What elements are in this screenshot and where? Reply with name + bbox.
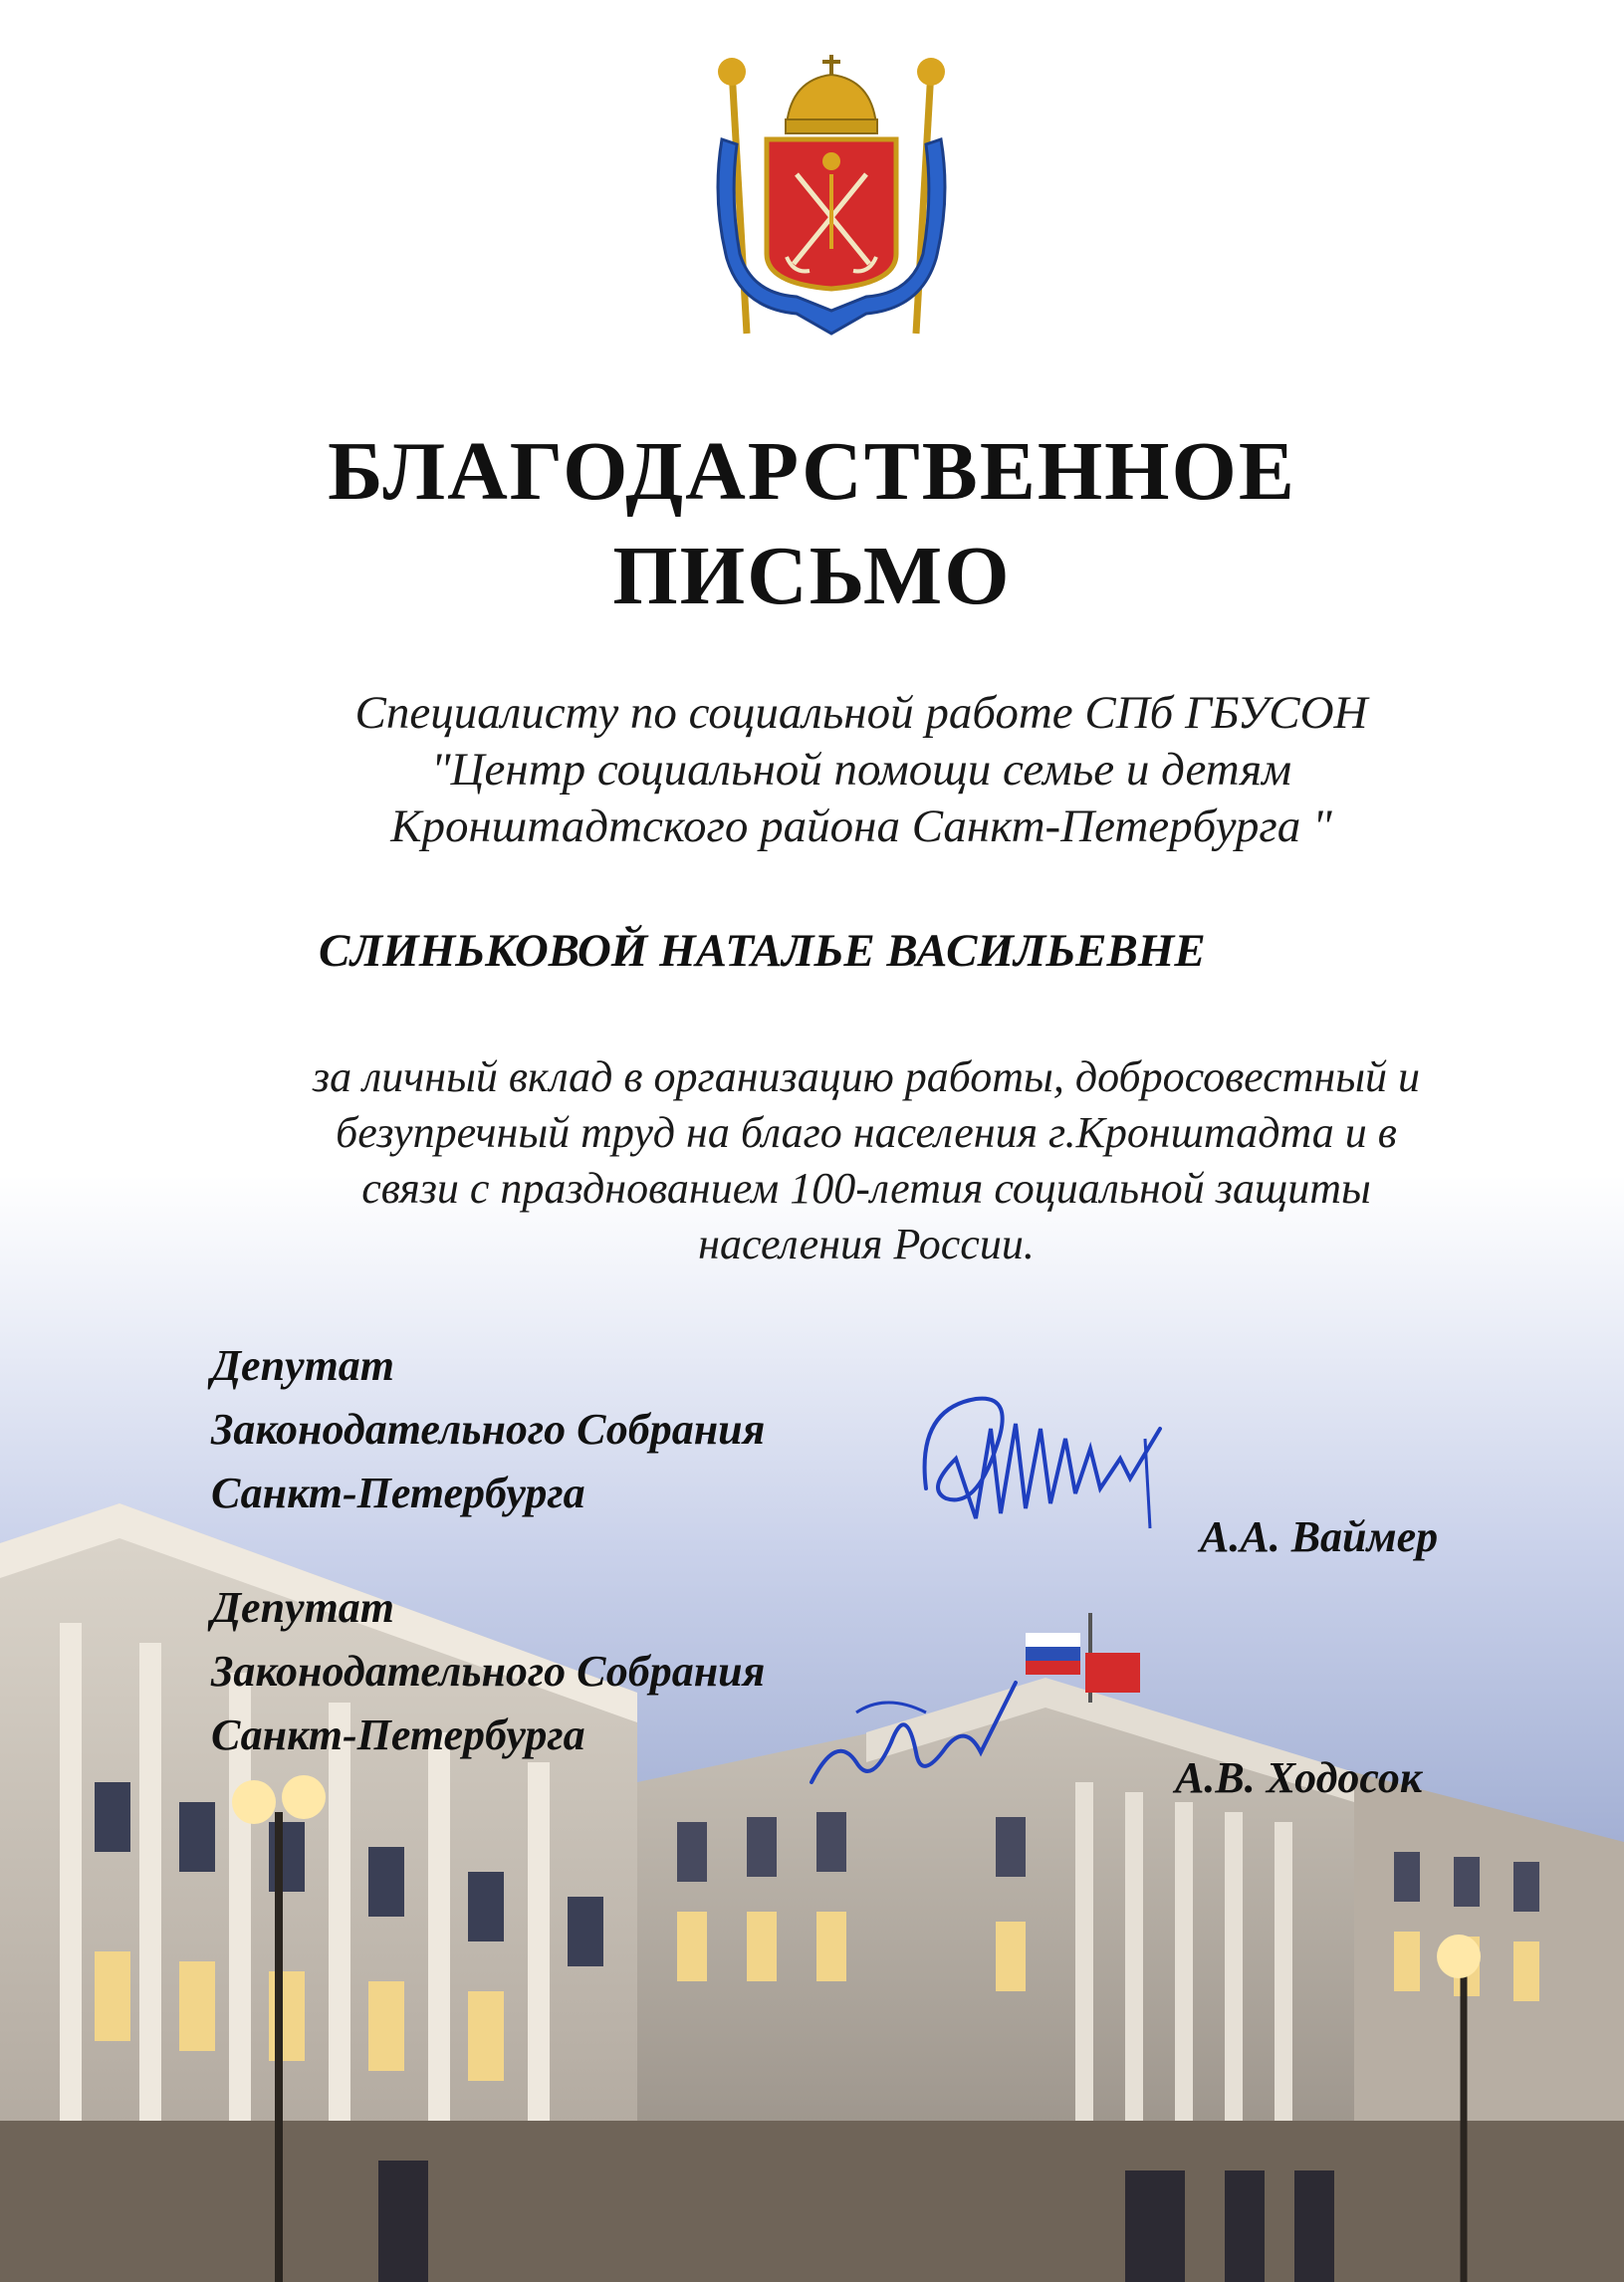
signatory-1-position-line-3: Санкт-Петербурга (211, 1469, 585, 1517)
coat-of-arms-icon (702, 50, 961, 339)
signatory-2-name: А.В. Ходосок (1175, 1753, 1423, 1802)
signatory-2-position-line-3: Санкт-Петербурга (211, 1711, 585, 1759)
signatory-1-position-line-1: Депутат (211, 1341, 395, 1390)
signature-2 (797, 1673, 1026, 1812)
signatory-1-position-line-2: Законодательного Собрания (211, 1405, 766, 1454)
recipient-line-1: Специалисту по социальной работе СПб ГБУСОН (354, 687, 1368, 739)
document-title-line1: БЛАГОДАРСТВЕННОЕ (328, 425, 1296, 518)
recipient-line-2: "Центр социальной помощи семье и детям (430, 744, 1292, 796)
signatory-2-position-line-2: Законодательного Собрания (211, 1647, 766, 1696)
reason-line-1: за личный вклад в организацию работы, добросовестный и (312, 1052, 1421, 1101)
signatory-2-position-line-1: Депутат (211, 1583, 395, 1632)
signatory-1-name: А.А. Ваймер (1200, 1512, 1439, 1561)
recipient-line-3: Кронштадтского района Санкт-Петербурга " (390, 800, 1332, 852)
reason-line-3: связи с празднованием 100-летия социальной защиты (361, 1164, 1371, 1213)
reason-line-4: населения России. (698, 1220, 1035, 1268)
document-title-line2: ПИСЬМО (612, 530, 1012, 622)
recipient-name: СЛИНЬКОВОЙ НАТАЛЬЕ ВАСИЛЬЕВНЕ (319, 925, 1206, 977)
signature-1 (906, 1369, 1185, 1548)
reason-line-2: безупречный труд на благо населения г.Кронштадта и в (336, 1108, 1397, 1157)
